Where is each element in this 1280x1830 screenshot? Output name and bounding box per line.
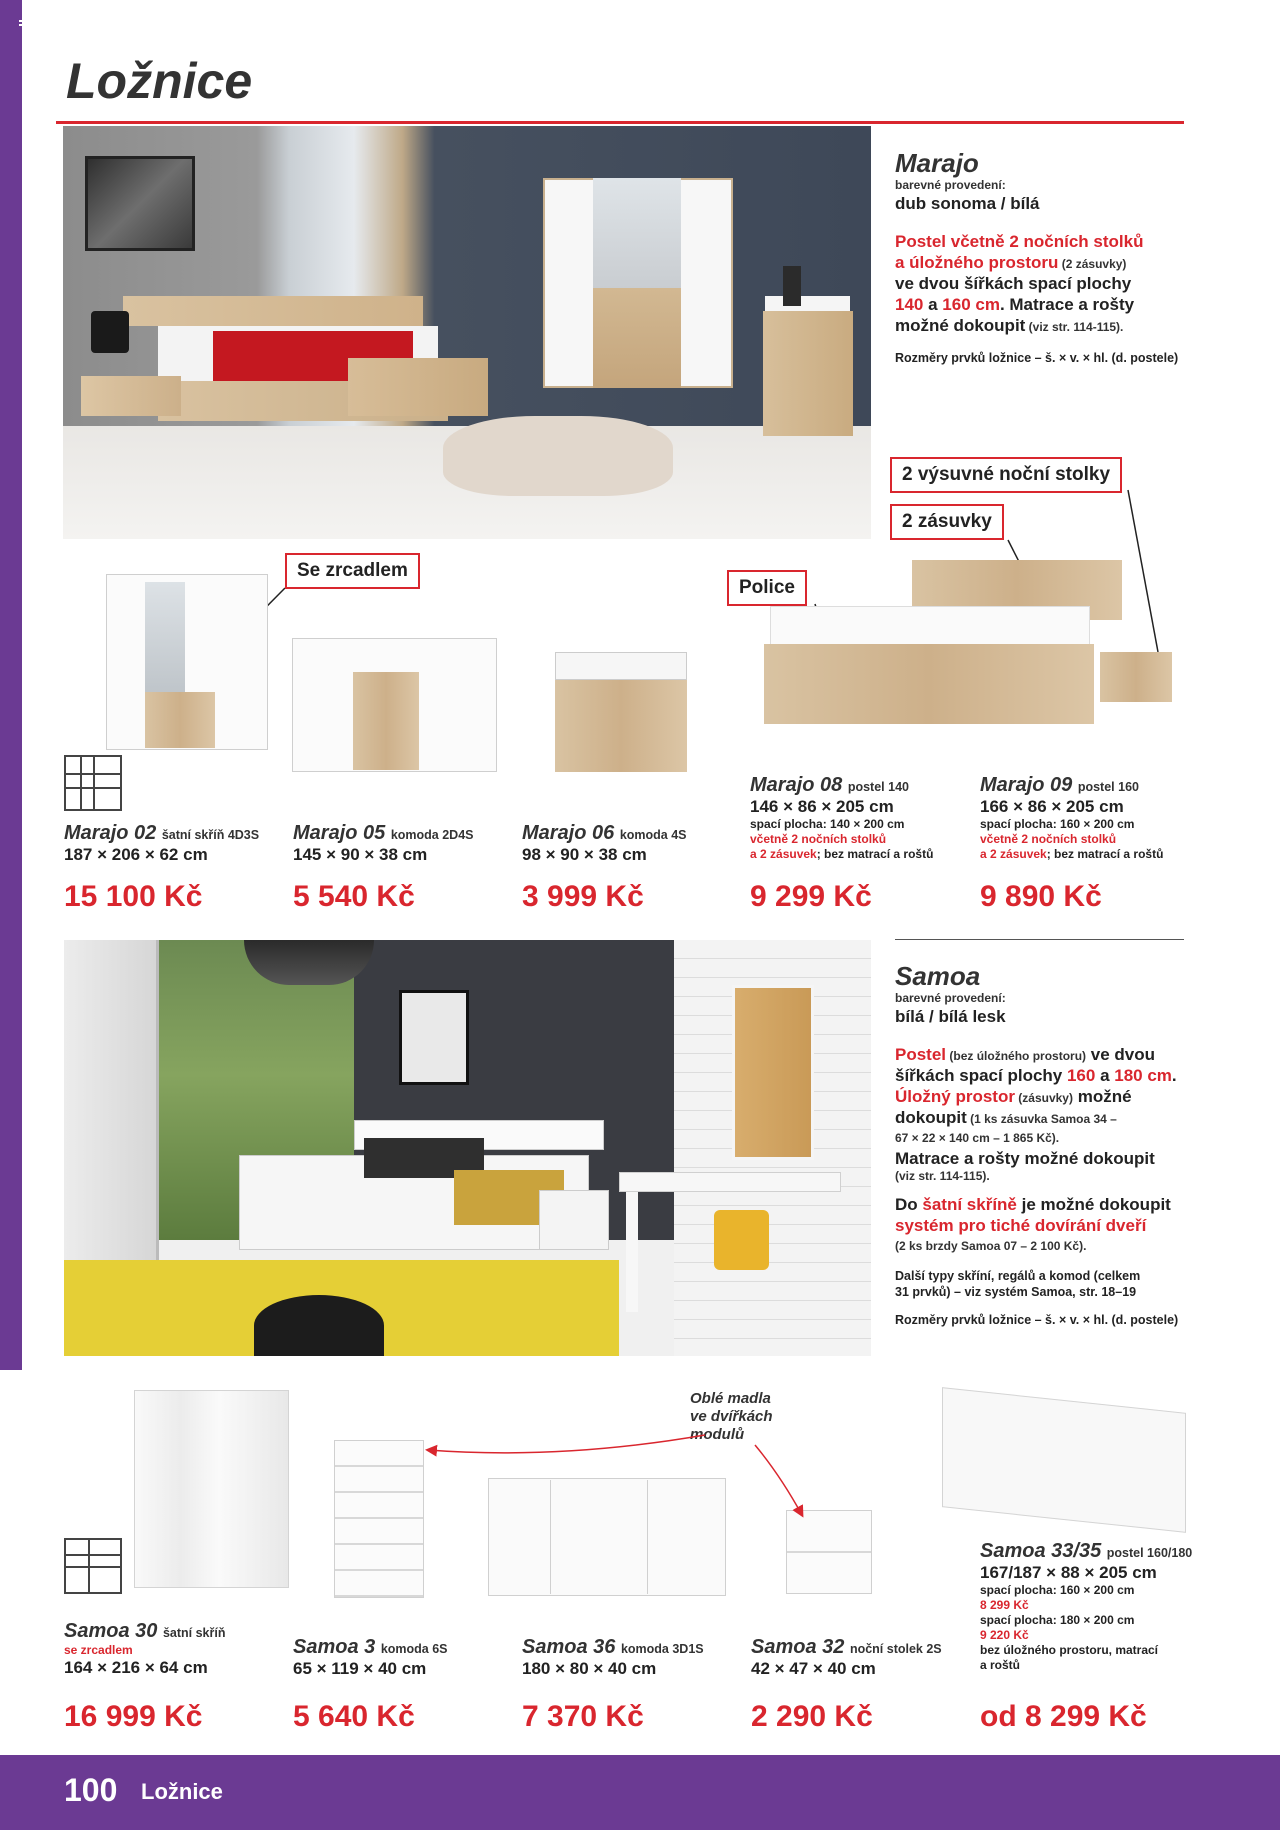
samoa-desc: a [1095, 1066, 1115, 1085]
marajo-desc-2a: a úložného prostoru [895, 253, 1059, 272]
dresser-drawers [353, 672, 419, 770]
samoa-bed [942, 1387, 1186, 1533]
samoa-desc: 160 [1066, 1066, 1096, 1085]
product-samoa-30 [64, 1620, 225, 1678]
marajo-width-140: 140 [895, 295, 924, 314]
marajo-width-160: 160 cm [942, 295, 1000, 314]
handles-note-line: modulů [690, 1426, 745, 1443]
samoa-desc: 180 cm [1114, 1066, 1172, 1085]
price-samoa-3: 5 640 Kč [293, 1700, 415, 1733]
product-name: Samoa 3 [293, 1636, 376, 1658]
sidebar-bar [0, 0, 22, 1370]
product-samoa-3 [293, 1636, 448, 1679]
product-name: Marajo 09 [980, 774, 1073, 796]
product-marajo-08 [750, 774, 933, 862]
samoa-desc: 31 prvků) – viz systém Samoa, str. 18–19 [895, 1285, 1137, 1299]
product-dims: 146 × 86 × 205 cm [750, 797, 894, 816]
samoa-desc: je možné dokoupit [1016, 1195, 1171, 1214]
marajo-finish-label: barevné provedení: [895, 178, 1006, 192]
product-marajo-02 [64, 822, 259, 865]
product-dims: 42 × 47 × 40 cm [751, 1659, 876, 1678]
handles-note [690, 1390, 773, 1444]
page-title: Ložnice [66, 53, 253, 109]
price-marajo-02: 15 100 Kč [64, 880, 203, 913]
callout-mirror: Se zrcadlem [285, 553, 420, 589]
product-dims: 145 × 90 × 38 cm [293, 845, 428, 864]
product-dims: 167/187 × 88 × 205 cm [980, 1563, 1157, 1582]
product-dims: 65 × 119 × 40 cm [293, 1659, 427, 1678]
product-type: komoda 2D4S [390, 828, 474, 842]
marajo-desc-2b: (2 zásuvky) [1058, 257, 1127, 271]
samoa-desc: ve dvou [1086, 1045, 1155, 1064]
product-excludes: ; bez matrací a roštů [1046, 847, 1164, 861]
marajo-dims-note: Rozměry prvků ložnice – š. × v. × hl. (d. postele) [895, 351, 1179, 365]
samoa-36-center-module [550, 1480, 648, 1594]
product-type: komoda 6S [380, 1642, 448, 1656]
product-includes-2: a 2 zásuvek [980, 847, 1047, 861]
samoa-desc: (bez úložného prostoru) [946, 1049, 1087, 1063]
samoa-desc: (zásuvky) [1014, 1091, 1073, 1105]
marajo-bedroom-photo [63, 126, 871, 539]
samoa-dims-note: Rozměry prvků ložnice – š. × v. × hl. (d. postele) [895, 1313, 1179, 1327]
marajo-nightstand [1100, 652, 1172, 702]
product-name: Marajo 02 [64, 822, 157, 844]
marajo-name: Marajo [895, 148, 979, 178]
product-name: Samoa 36 [522, 1636, 616, 1658]
samoa-desc: Další typy skříní, regálů a komod (celkem [895, 1269, 1141, 1283]
product-type: postel 160 [1077, 780, 1139, 794]
samoa-desc: systém pro tiché dovírání dveří [895, 1216, 1147, 1235]
product-samoa-32 [751, 1636, 942, 1679]
samoa-name: Samoa [895, 961, 981, 991]
product-name: Samoa 33/35 [980, 1540, 1102, 1562]
product-excludes: ; bez matrací a roštů [816, 847, 934, 861]
marajo-bed-frame [764, 644, 1094, 724]
product-marajo-09 [980, 774, 1163, 862]
price-samoa-36: 7 370 Kč [522, 1700, 644, 1733]
samoa-info [895, 961, 1195, 1328]
callout-nightstands: 2 výsuvné noční stolky [890, 457, 1122, 493]
product-marajo-06 [522, 822, 687, 865]
product-surface: spací plocha: 180 × 200 cm [980, 1613, 1135, 1627]
price-samoa-32: 2 290 Kč [751, 1700, 873, 1733]
price-marajo-06: 3 999 Kč [522, 880, 644, 913]
samoa-desc: (1 ks zásuvka Samoa 34 – [966, 1112, 1117, 1126]
samoa-30-wardrobe [134, 1390, 289, 1588]
samoa-desc: možné [1072, 1087, 1132, 1106]
marajo-desc-4d: . Matrace a rošty [999, 295, 1135, 314]
marajo-finish: dub sonoma / bílá [895, 194, 1040, 213]
product-type: šatní skříň 4D3S [161, 828, 260, 842]
handles-note-line: ve dvířkách [690, 1408, 773, 1425]
samoa-bedroom-photo [64, 940, 871, 1356]
product-type: komoda 3D1S [620, 1642, 704, 1656]
dresser-top-drawer [555, 652, 687, 680]
samoa-desc: . [1171, 1066, 1177, 1085]
samoa-desc: Úložný prostor [895, 1087, 1015, 1106]
samoa-finish: bílá / bílá lesk [895, 1007, 1006, 1026]
marajo-info [895, 148, 1195, 366]
samoa-desc: šířkách spací plochy [895, 1066, 1067, 1085]
product-dims: 98 × 90 × 38 cm [522, 845, 647, 864]
product-includes: včetně 2 nočních stolků [980, 832, 1117, 846]
marajo-desc-5b: (viz str. 114-115). [1025, 320, 1124, 334]
product-name: Samoa 30 [64, 1620, 158, 1642]
product-type: noční stolek 2S [849, 1642, 942, 1656]
wardrobe-schematic-icon [64, 1538, 122, 1594]
price-marajo-09: 9 890 Kč [980, 880, 1102, 913]
product-type: postel 140 [847, 780, 909, 794]
product-surface: spací plocha: 140 × 200 cm [750, 817, 905, 831]
samoa-desc: Matrace a rošty možné dokoupit [895, 1149, 1155, 1168]
product-name: Marajo 06 [522, 822, 615, 844]
product-dims: 180 × 80 × 40 cm [522, 1659, 657, 1678]
product-dims: 166 × 86 × 205 cm [980, 797, 1124, 816]
wardrobe-schematic-icon [64, 755, 122, 811]
product-samoa-33-35 [980, 1540, 1192, 1673]
price-marajo-05: 5 540 Kč [293, 880, 415, 913]
product-note: bez úložného prostoru, matrací [980, 1643, 1159, 1657]
section-divider [895, 939, 1184, 940]
product-type: šatní skříň [162, 1626, 226, 1640]
product-type: komoda 4S [619, 828, 687, 842]
product-dims: 164 × 216 × 64 cm [64, 1658, 208, 1677]
samoa-desc: (viz str. 114-115). [895, 1169, 990, 1183]
samoa-desc: (2 ks brzdy Samoa 07 – 2 100 Kč). [895, 1239, 1087, 1253]
samoa-desc: šatní skříně [922, 1195, 1017, 1214]
product-samoa-36 [522, 1636, 704, 1679]
wardrobe-mirror [145, 582, 185, 692]
samoa-desc: 67 × 22 × 140 cm – 1 865 Kč). [895, 1131, 1060, 1145]
samoa-finish-label: barevné provedení: [895, 991, 1006, 1005]
marajo-desc-5a: možné dokoupit [895, 316, 1026, 335]
marajo-desc-4b: a [923, 295, 943, 314]
samoa-desc: Postel [895, 1045, 947, 1064]
samoa-32-nightstand [786, 1510, 872, 1594]
price-marajo-08: 9 299 Kč [750, 880, 872, 913]
product-dims: 187 × 206 × 62 cm [64, 845, 208, 864]
product-type: postel 160/180 [1106, 1546, 1193, 1560]
product-includes-2: a 2 zásuvek [750, 847, 817, 861]
product-variant-price: 9 220 Kč [980, 1628, 1029, 1642]
samoa-3-dresser [334, 1440, 424, 1598]
samoa-desc: Do [895, 1195, 923, 1214]
wardrobe-drawers [145, 692, 215, 748]
callout-drawers: 2 zásuvky [890, 504, 1004, 540]
price-samoa-33-35: od 8 299 Kč [980, 1700, 1147, 1733]
price-samoa-30: 16 999 Kč [64, 1700, 203, 1733]
page-number: 100 [64, 1772, 118, 1808]
product-surface: spací plocha: 160 × 200 cm [980, 817, 1135, 831]
title-divider [56, 121, 1184, 124]
product-extra: se zrcadlem [64, 1643, 133, 1657]
marajo-bed-mattress [770, 606, 1090, 646]
menu-icon [19, 20, 27, 22]
product-surface: spací plocha: 160 × 200 cm [980, 1583, 1135, 1597]
callout-shelf: Police [727, 570, 807, 606]
product-name: Samoa 32 [751, 1636, 845, 1658]
product-name: Marajo 08 [750, 774, 843, 796]
product-includes: včetně 2 nočních stolků [750, 832, 887, 846]
product-note: a roštů [980, 1658, 1021, 1672]
marajo-desc-3: ve dvou šířkách spací plochy [895, 274, 1132, 293]
handles-note-line: Oblé madla [690, 1390, 771, 1407]
product-variant-price: 8 299 Kč [980, 1598, 1029, 1612]
samoa-desc: dokoupit [895, 1108, 967, 1127]
product-name: Marajo 05 [293, 822, 386, 844]
product-marajo-05 [293, 822, 474, 865]
marajo-desc-1: Postel včetně 2 nočních stolků [895, 232, 1144, 251]
footer-section-title: Ložnice [141, 1779, 223, 1804]
